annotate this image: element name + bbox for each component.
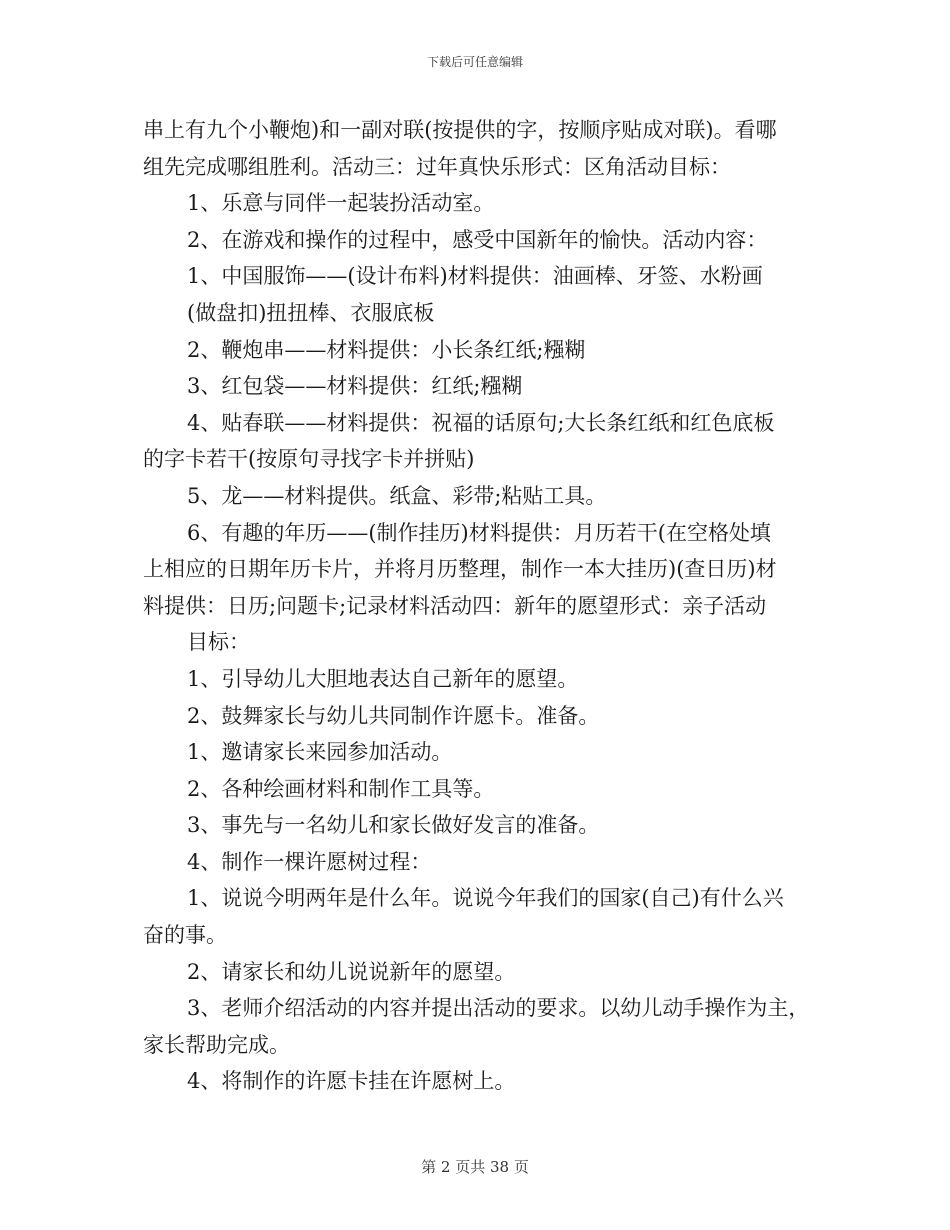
paragraph-line: 家长帮助完成。 <box>143 1032 290 1057</box>
paragraph-line: 1、邀请家长来园参加活动。 <box>187 740 453 765</box>
paragraph-line: 5、龙——材料提供。纸盒、彩带;粘贴工具。 <box>187 483 607 508</box>
paragraph-line: 2、请家长和幼儿说说新年的愿望。 <box>187 959 516 984</box>
paragraph-line: 4、将制作的许愿卡挂在许愿树上。 <box>187 1069 516 1094</box>
paragraph-line: 串上有九个小鞭炮)和一副对联(按提供的字，按顺序贴成对联)。看哪 <box>143 118 777 142</box>
paragraph-line: 3、老师介绍活动的内容并提出活动的要求。以幼儿动手操作为主， <box>187 996 810 1021</box>
paragraph-line: 上相应的日期年历卡片，并将月历整理，制作一本大挂历)(查日历)材 <box>143 557 777 582</box>
paragraph-line: 2、各种绘画材料和制作工具等。 <box>187 776 495 801</box>
paragraph-line: 6、有趣的年历——(制作挂历)材料提供：月历若干(在空格处填 <box>187 520 771 545</box>
paragraph-line: 4、制作一棵许愿树过程： <box>187 849 432 874</box>
paragraph-line: 奋的事。 <box>143 923 227 948</box>
paragraph-line: 3、事先与一名幼儿和家长做好发言的准备。 <box>187 813 600 838</box>
paragraph-line: 的字卡若干(按原句寻找字卡并拼贴) <box>143 447 475 472</box>
paragraph-line: 1、说说今明两年是什么年。说说今年我们的国家(自己)有什么兴 <box>187 886 784 911</box>
paragraph-line: 3、红包袋——材料提供：红纸;糨糊 <box>187 374 523 399</box>
paragraph-line: 4、贴春联——材料提供：祝福的话原句;大长条红纸和红色底板 <box>187 410 775 435</box>
document-body <box>143 112 823 1100</box>
paragraph-line: 1、中国服饰——(设计布料)材料提供：油画棒、牙签、水粉画 <box>187 264 763 289</box>
paragraph-line: 1、乐意与同伴一起装扮活动室。 <box>187 191 495 216</box>
paragraph-line: 2、鞭炮串——材料提供：小长条红纸;糨糊 <box>187 337 586 362</box>
paragraph-line: 组先完成哪组胜利。活动三：过年真快乐形式：区角活动目标： <box>143 154 731 179</box>
paragraph-line: (做盘扣)扭扭棒、衣服底板 <box>187 300 435 325</box>
page-header: 下载后可任意编辑 <box>426 55 523 69</box>
paragraph-line: 1、引导幼儿大胆地表达自己新年的愿望。 <box>187 666 579 691</box>
page-footer: 第 2 页共 38 页 <box>421 1158 529 1176</box>
paragraph-line: 目标： <box>187 630 250 655</box>
paragraph-line: 2、在游戏和操作的过程中，感受中国新年的愉快。活动内容： <box>187 227 768 252</box>
paragraph-line: 2、鼓舞家长与幼儿共同制作许愿卡。准备。 <box>187 703 600 728</box>
paragraph-line: 料提供：日历;问题卡;记录材料活动四：新年的愿望形式：亲子活动 <box>143 593 767 618</box>
